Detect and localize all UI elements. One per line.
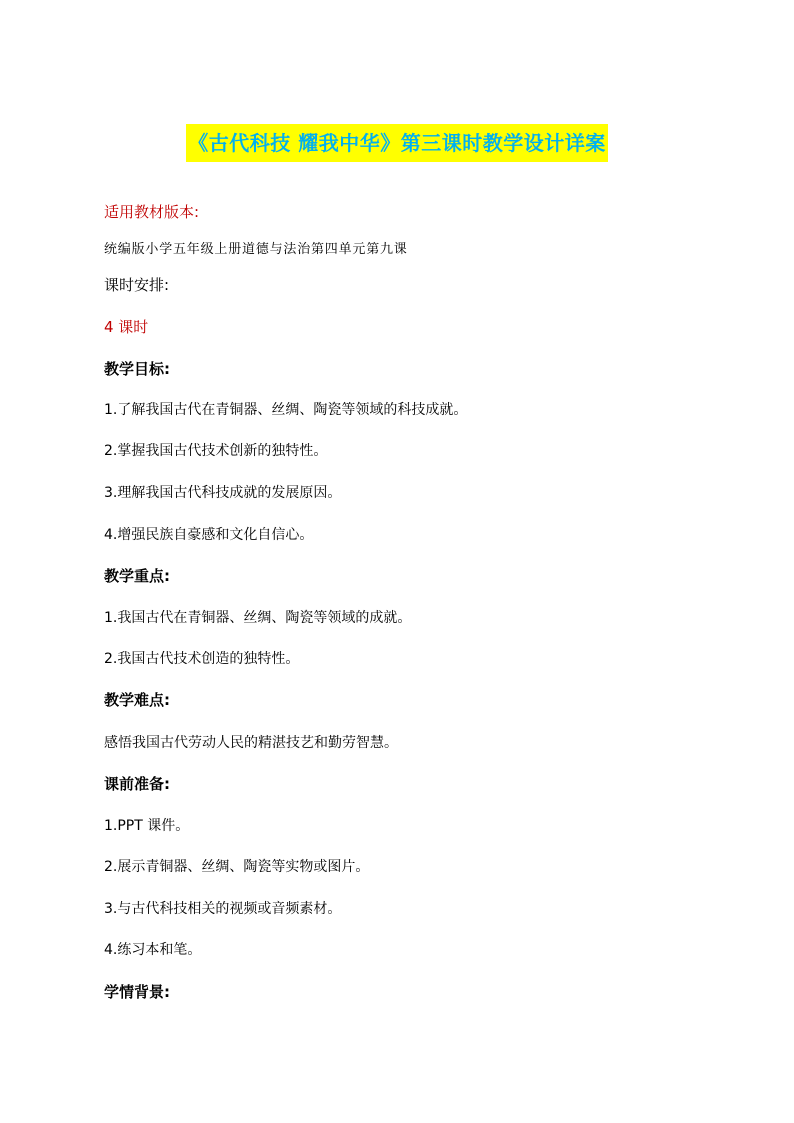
objective-item: 1.了解我国古代在青铜器、丝绸、陶瓷等领域的科技成就。 [104, 402, 468, 418]
preparation-item: 1.PPT 课件。 [104, 818, 190, 834]
textbook-label: 适用教材版本: [104, 203, 200, 221]
preparation-item: 4.练习本和笔。 [104, 942, 202, 958]
difficulties-label: 教学难点: [104, 691, 170, 709]
key-points-label: 教学重点: [104, 567, 170, 585]
preparation-label: 课前准备: [104, 775, 170, 793]
title-wrap [0, 124, 794, 162]
key-point-item: 2.我国古代技术创造的独特性。 [104, 651, 300, 667]
background-label: 学情背景: [104, 983, 170, 1001]
difficulty-item: 感悟我国古代劳动人民的精湛技艺和勤劳智慧。 [104, 735, 398, 751]
schedule-label: 课时安排: [104, 276, 170, 294]
key-point-item: 1.我国古代在青铜器、丝绸、陶瓷等领域的成就。 [104, 610, 412, 626]
objective-item: 3.理解我国古代科技成就的发展原因。 [104, 485, 342, 501]
preparation-item: 2.展示青铜器、丝绸、陶瓷等实物或图片。 [104, 859, 370, 875]
objective-item: 2.掌握我国古代技术创新的独特性。 [104, 443, 328, 459]
document-title: 《古代科技 耀我中华》第三课时教学设计详案 [186, 124, 607, 162]
objectives-label: 教学目标: [104, 360, 170, 378]
objective-item: 4.增强民族自豪感和文化自信心。 [104, 527, 314, 543]
textbook-value: 统编版小学五年级上册道德与法治第四单元第九课 [104, 242, 408, 257]
schedule-value: 4 课时 [104, 318, 149, 336]
preparation-item: 3.与古代科技相关的视频或音频素材。 [104, 901, 342, 917]
